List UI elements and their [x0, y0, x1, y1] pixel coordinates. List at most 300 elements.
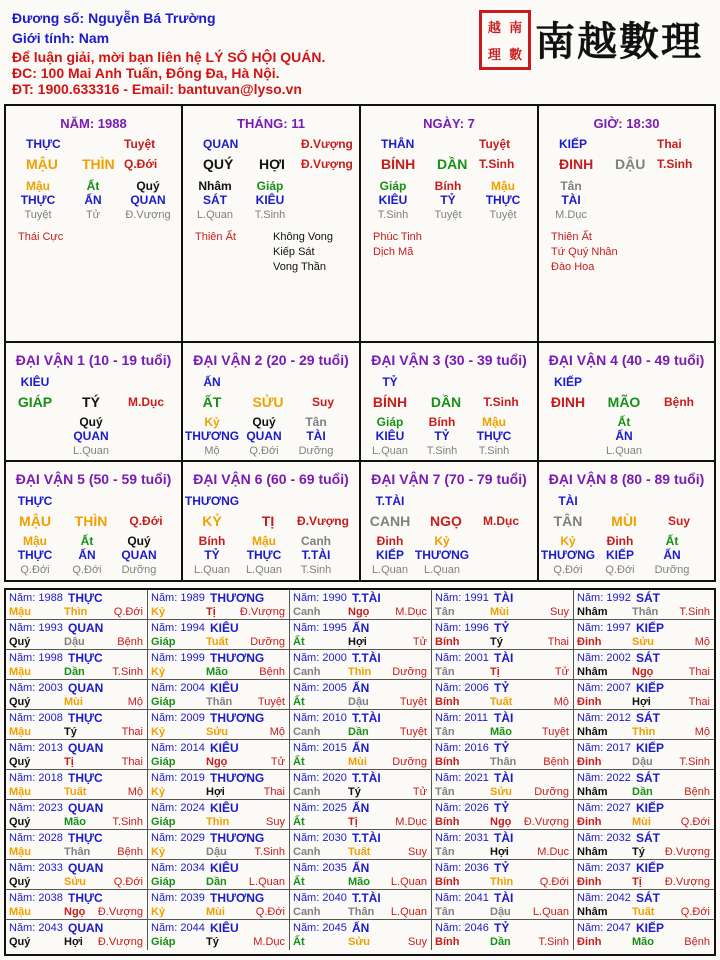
year-label: Năm: 2042: [577, 892, 631, 904]
year-label: Năm: 2015: [293, 742, 347, 754]
year-cell: [290, 860, 432, 890]
year-cell: [432, 860, 574, 890]
hidden-ten-god: THỰC: [246, 548, 282, 562]
year-stem: Mậu: [9, 786, 31, 798]
year-ten-god: TỶ: [494, 681, 510, 695]
year-stem: Đinh: [577, 876, 602, 888]
year-stem: Tân: [435, 726, 455, 738]
hidden-ten-god: SÁT: [203, 193, 227, 207]
year-branch: Sửu: [64, 876, 87, 888]
year-ten-god: KIÊU: [210, 861, 239, 875]
earthly-branch: NGỌ: [430, 513, 462, 529]
year-label: Năm: 2009: [151, 712, 205, 724]
earthly-branch: DẦN: [430, 394, 462, 410]
ten-god-label: ẤN: [203, 375, 221, 389]
hidden-ten-god: KIÊU: [255, 193, 285, 207]
year-label: Năm: 1996: [435, 622, 489, 634]
year-label: Năm: 2031: [435, 832, 489, 844]
year-branch: Sửu: [632, 636, 655, 648]
ten-god-label: THỰC: [26, 137, 61, 151]
year-cell: [6, 620, 148, 650]
year-stage: Mộ: [127, 786, 143, 798]
year-branch: Ngọ: [490, 816, 512, 828]
year-label: Năm: 2017: [577, 742, 631, 754]
branch-stage: Đ.Vượng: [301, 157, 353, 171]
year-stem: Canh: [293, 906, 321, 918]
heavenly-stem: TÂN: [553, 513, 583, 529]
year-stage: Tuyệt: [257, 696, 285, 708]
year-cell: [290, 590, 432, 620]
hidden-stage: T.Sinh: [377, 209, 409, 221]
year-stage: Q.Đới: [539, 876, 569, 888]
year-ten-god: TỶ: [494, 921, 510, 935]
star-note: Vong Thần: [273, 261, 327, 273]
year-cell: [6, 590, 148, 620]
year-ten-god: THƯƠNG: [210, 891, 265, 905]
year-cell: [432, 620, 574, 650]
year-stem: Mậu: [9, 666, 31, 678]
year-stage: Q.Đới: [113, 876, 143, 888]
year-stem: Giáp: [151, 936, 176, 948]
year-stage: Thai: [121, 756, 143, 768]
year-branch: Dậu: [490, 906, 511, 918]
year-branch: Thìn: [490, 876, 514, 888]
year-ten-god: QUAN: [68, 921, 104, 935]
year-stem: Giáp: [151, 756, 176, 768]
year-ten-god: KIÊU: [210, 921, 239, 935]
year-stage: Tử: [554, 666, 569, 678]
year-label: Năm: 2021: [435, 772, 489, 784]
year-label: Năm: 2025: [293, 802, 347, 814]
year-ten-god: KIÊU: [210, 801, 239, 815]
year-branch: Hợi: [632, 696, 651, 708]
year-cell: [148, 620, 290, 650]
year-stage: Bệnh: [684, 786, 710, 798]
year-label: Năm: 1992: [577, 592, 631, 604]
year-stage: Mộ: [553, 696, 569, 708]
year-ten-god: T.TÀI: [352, 831, 381, 845]
dai-van-title: ĐẠI VẬN 4 (40 - 49 tuổi): [548, 352, 705, 368]
year-branch: Tị: [206, 606, 216, 618]
year-branch: Mùi: [64, 696, 83, 708]
year-branch: Dậu: [348, 696, 369, 708]
year-stage: Dưỡng: [392, 756, 427, 768]
pillar-title: GIỜ: 18:30: [593, 116, 660, 131]
hidden-ten-god: QUAN: [246, 429, 282, 443]
hidden-ten-god: THƯƠNG: [184, 429, 240, 443]
year-branch: Ngọ: [206, 756, 228, 768]
year-ten-god: TỶ: [494, 861, 510, 875]
year-ten-god: TỶ: [494, 741, 510, 755]
year-stage: Thai: [263, 786, 285, 798]
year-stage: M.Dục: [395, 606, 427, 618]
earthly-branch: HỢI: [259, 156, 285, 172]
year-ten-god: TÀI: [494, 831, 514, 845]
year-stem: Mậu: [9, 846, 31, 858]
hidden-stem: Ất: [86, 179, 100, 193]
year-branch: Sửu: [490, 786, 513, 798]
year-ten-god: QUAN: [68, 801, 104, 815]
year-ten-god: THƯƠNG: [210, 591, 265, 605]
dai-van-cell: [183, 343, 361, 462]
star-note: Không Vong: [273, 231, 333, 243]
year-label: Năm: 1990: [293, 592, 347, 604]
hidden-stage: Q.Đới: [72, 564, 102, 576]
hidden-stage: T.Sinh: [478, 445, 510, 457]
year-ten-god: QUAN: [68, 741, 104, 755]
heavenly-stem: MẬU: [26, 156, 58, 172]
year-stage: Thai: [688, 696, 710, 708]
hidden-ten-god: THỰC: [476, 429, 512, 443]
year-ten-god: THƯƠNG: [210, 651, 265, 665]
year-branch: Dậu: [206, 846, 227, 858]
year-label: Năm: 2036: [435, 862, 489, 874]
year-label: Năm: 2012: [577, 712, 631, 724]
hidden-stem: Mậu: [26, 179, 50, 193]
dai-van-cell: [183, 462, 361, 580]
hidden-ten-god: KIẾP: [605, 548, 634, 562]
year-ten-god: T.TÀI: [352, 891, 381, 905]
year-stem: Giáp: [151, 816, 176, 828]
year-ten-god: THƯƠNG: [210, 711, 265, 725]
pillar-cell: [539, 106, 714, 343]
ten-god-label: KIẾP: [553, 375, 582, 389]
year-stage: Suy: [266, 816, 285, 828]
stage-label: Đ.Vượng: [301, 137, 353, 151]
year-cell: [148, 740, 290, 770]
year-stage: Bệnh: [684, 936, 710, 948]
heavenly-stem: CANH: [369, 513, 411, 529]
year-ten-god: QUAN: [68, 681, 104, 695]
year-cell: [432, 590, 574, 620]
year-ten-god: ẤN: [352, 621, 370, 635]
branch-stage: Q.Đới: [124, 157, 158, 171]
hidden-ten-god: QUAN: [130, 193, 166, 207]
year-branch: Tuất: [490, 696, 513, 708]
year-branch: Hợi: [348, 636, 367, 648]
year-stage: Thai: [547, 636, 569, 648]
hidden-stem: Quý: [136, 179, 160, 193]
year-cell: [148, 800, 290, 830]
year-ten-god: T.TÀI: [352, 591, 381, 605]
year-stage: Thai: [688, 666, 710, 678]
year-label: Năm: 2006: [435, 682, 489, 694]
year-label: Năm: 2016: [435, 742, 489, 754]
year-stage: Q.Đới: [113, 606, 143, 618]
year-cell: [574, 920, 714, 950]
year-cell: [574, 890, 714, 920]
seal-char: 南: [509, 21, 523, 36]
year-stem: Kỷ: [151, 846, 166, 858]
hidden-stem: Nhâm: [198, 179, 232, 193]
year-label: Năm: 2047: [577, 922, 631, 934]
hidden-stem: Bính: [428, 415, 456, 429]
year-label: Năm: 2002: [577, 652, 631, 664]
year-stem: Ất: [293, 816, 305, 828]
heavenly-stem: BÍNH: [372, 394, 408, 410]
year-label: Năm: 2018: [9, 772, 63, 784]
year-ten-god: SÁT: [636, 891, 660, 905]
year-stage: Đ.Vượng: [523, 816, 569, 828]
year-stage: L.Quan: [390, 906, 427, 918]
year-label: Năm: 2028: [9, 832, 63, 844]
year-branch: Sửu: [348, 936, 371, 948]
hidden-ten-god: THƯƠNG: [414, 548, 470, 562]
earthly-branch: SỬU: [252, 394, 284, 410]
year-branch: Tị: [632, 876, 642, 888]
year-label: Năm: 2000: [293, 652, 347, 664]
ten-god-label: THƯƠNG: [184, 494, 240, 508]
year-branch: Tị: [348, 816, 358, 828]
hidden-ten-god: TÀI: [561, 193, 581, 207]
year-stem: Mậu: [9, 906, 31, 918]
ten-god-label: TÀI: [558, 494, 578, 508]
year-ten-god: T.TÀI: [352, 771, 381, 785]
seal-char: 越: [487, 21, 501, 36]
year-stem: Kỷ: [151, 606, 166, 618]
year-label: Năm: 2038: [9, 892, 63, 904]
year-label: Năm: 1995: [293, 622, 347, 634]
year-cell: [290, 740, 432, 770]
year-stem: Đinh: [577, 936, 602, 948]
year-cell: [574, 620, 714, 650]
address: ĐC: 100 Mai Anh Tuấn, Đống Đa, Hà Nội.: [12, 65, 280, 81]
dai-van-title: ĐẠI VẬN 2 (20 - 29 tuổi): [193, 352, 349, 368]
year-stem: Tân: [435, 606, 455, 618]
star-note: Thiên Ất: [551, 231, 592, 243]
hidden-stage: L.Quan: [371, 445, 409, 457]
year-branch: Dần: [64, 666, 85, 678]
year-cell: [148, 650, 290, 680]
earthly-branch: MÙI: [611, 513, 637, 529]
year-cell: [290, 920, 432, 950]
year-branch: Tuất: [64, 786, 87, 798]
year-label: Năm: 2011: [435, 712, 488, 724]
hidden-stem: Quý: [252, 415, 276, 429]
hidden-stage: T.Sinh: [300, 564, 332, 576]
year-stem: Nhâm: [577, 786, 608, 798]
year-stem: Nhâm: [577, 846, 608, 858]
year-ten-god: THỰC: [68, 651, 103, 665]
hidden-ten-god: TÀI: [306, 429, 326, 443]
year-cell: [6, 800, 148, 830]
hidden-stage: L.Quan: [196, 209, 234, 221]
year-stage: Mộ: [694, 726, 710, 738]
year-stem: Quý: [9, 756, 31, 768]
stage-label: Tuyệt: [124, 137, 156, 151]
year-branch: Ngọ: [348, 606, 370, 618]
year-label: Năm: 2007: [577, 682, 631, 694]
year-stem: Ất: [293, 936, 305, 948]
contact-invite: Để luận giải, mời bạn liên hệ LÝ SỐ HỘI QUÁN.: [12, 49, 326, 65]
heavenly-stem: GIÁP: [17, 394, 53, 410]
year-label: Năm: 2005: [293, 682, 347, 694]
year-stem: Mậu: [9, 606, 31, 618]
stage-label: Thai: [657, 137, 682, 151]
dai-van-title: ĐẠI VẬN 6 (60 - 69 tuổi): [193, 471, 349, 487]
star-note: Kiếp Sát: [273, 246, 315, 258]
earthly-branch: TÝ: [82, 394, 100, 410]
year-stage: Mộ: [694, 636, 710, 648]
year-stage: M.Dục: [395, 816, 427, 828]
year-ten-god: TÀI: [494, 711, 514, 725]
hidden-stem: Mậu: [252, 534, 276, 548]
hidden-ten-god: ẤN: [84, 193, 102, 207]
year-stem: Tân: [435, 666, 455, 678]
year-stage: M.Dục: [537, 846, 569, 858]
hidden-ten-god: THƯƠNG: [540, 548, 596, 562]
year-stem: Bính: [435, 876, 460, 888]
hidden-ten-god: THỰC: [17, 548, 53, 562]
year-ten-god: KIẾP: [636, 861, 665, 875]
year-ten-god: SÁT: [636, 831, 660, 845]
year-branch: Mão: [64, 816, 86, 828]
year-stage: Dưỡng: [534, 786, 569, 798]
year-branch: Thìn: [632, 726, 656, 738]
year-cell: [574, 800, 714, 830]
annual-luck-table: [4, 588, 716, 956]
dai-van-cell: [539, 462, 714, 580]
year-cell: [6, 920, 148, 950]
year-branch: Thân: [206, 696, 233, 708]
hidden-stage: Q.Đới: [553, 564, 583, 576]
chart-grid: [4, 104, 716, 582]
year-ten-god: KIẾP: [636, 681, 665, 695]
year-stem: Kỷ: [151, 786, 166, 798]
year-stage: Bệnh: [117, 846, 143, 858]
year-branch: Thìn: [64, 606, 88, 618]
dai-van-title: ĐẠI VẬN 1 (10 - 19 tuổi): [15, 352, 172, 368]
hidden-stage: Dưỡng: [654, 564, 690, 576]
branch-stage: Suy: [667, 514, 690, 528]
year-cell: [290, 830, 432, 860]
year-stage: Mộ: [269, 726, 285, 738]
year-stem: Bính: [435, 816, 460, 828]
year-stem: Ất: [293, 756, 305, 768]
year-stage: T.Sinh: [112, 666, 143, 678]
year-stem: Quý: [9, 696, 31, 708]
hidden-stem: Ất: [80, 534, 94, 548]
year-stem: Đinh: [577, 696, 602, 708]
year-branch: Dần: [490, 936, 511, 948]
brand-title: 南越數理: [535, 18, 703, 65]
year-stage: Tuyệt: [399, 726, 427, 738]
year-stage: Q.Đới: [255, 906, 285, 918]
year-ten-god: TỶ: [494, 801, 510, 815]
ten-god-label: TỶ: [382, 375, 398, 389]
year-ten-god: KIẾP: [636, 741, 665, 755]
year-label: Năm: 2010: [293, 712, 347, 724]
heavenly-stem: MẬU: [19, 513, 51, 529]
year-cell: [574, 830, 714, 860]
year-stage: T.Sinh: [254, 846, 285, 858]
pillar-title: NGÀY: 7: [423, 116, 475, 131]
year-ten-god: ẤN: [352, 741, 370, 755]
year-stem: Giáp: [151, 696, 176, 708]
year-stage: T.Sinh: [679, 756, 710, 768]
year-stage: T.Sinh: [112, 816, 143, 828]
year-cell: [6, 710, 148, 740]
year-cell: [6, 770, 148, 800]
ten-god-label: QUAN: [203, 137, 239, 151]
year-stem: Nhâm: [577, 606, 608, 618]
year-cell: [148, 590, 290, 620]
hidden-stage: L.Quan: [371, 564, 409, 576]
star-note: Đào Hoa: [551, 261, 595, 273]
year-stage: L.Quan: [248, 876, 285, 888]
year-branch: Tý: [632, 846, 645, 858]
year-stage: Bệnh: [117, 636, 143, 648]
year-cell: [148, 860, 290, 890]
year-stem: Đinh: [577, 636, 602, 648]
year-stem: Ất: [293, 696, 305, 708]
hidden-stage: Tuyệt: [434, 209, 462, 221]
year-stem: Đinh: [577, 756, 602, 768]
year-label: Năm: 2004: [151, 682, 205, 694]
hidden-stem: Tân: [305, 415, 327, 429]
year-cell: [290, 710, 432, 740]
year-cell: [6, 890, 148, 920]
ten-god-label: T.TÀI: [375, 494, 405, 508]
year-label: Năm: 2044: [151, 922, 205, 934]
year-stage: Tử: [412, 636, 427, 648]
hidden-stem: Đinh: [606, 534, 634, 548]
year-branch: Tị: [64, 756, 74, 768]
branch-stage: M.Dục: [483, 514, 519, 528]
year-cell: [432, 770, 574, 800]
year-label: Năm: 1997: [577, 622, 631, 634]
branch-stage: Q.Đới: [129, 514, 163, 528]
pillar-cell: [6, 106, 183, 343]
year-stem: Tân: [435, 906, 455, 918]
year-label: Năm: 1993: [9, 622, 63, 634]
year-ten-god: T.TÀI: [352, 651, 381, 665]
year-label: Năm: 1998: [9, 652, 63, 664]
year-ten-god: THƯƠNG: [210, 831, 265, 845]
year-cell: [6, 740, 148, 770]
year-cell: [290, 650, 432, 680]
stage-label: Tuyệt: [479, 137, 511, 151]
pillar-title: NĂM: 1988: [60, 116, 127, 131]
hidden-stem: Canh: [301, 534, 331, 548]
dai-van-cell: [361, 343, 539, 462]
year-branch: Tý: [348, 786, 361, 798]
branch-stage: M.Dục: [128, 395, 164, 409]
year-label: Năm: 2039: [151, 892, 205, 904]
year-stage: Dưỡng: [392, 666, 427, 678]
year-stem: Kỷ: [151, 906, 166, 918]
hidden-stem: Giáp: [376, 415, 404, 429]
hidden-stem: Bính: [198, 534, 226, 548]
year-label: Năm: 1989: [151, 592, 205, 604]
year-label: Năm: 2019: [151, 772, 205, 784]
ten-god-label: KIÊU: [20, 375, 50, 389]
year-branch: Tị: [490, 666, 500, 678]
year-stem: Đinh: [577, 816, 602, 828]
year-branch: Tuất: [206, 636, 229, 648]
year-ten-god: THỰC: [68, 891, 103, 905]
year-ten-god: ẤN: [352, 801, 370, 815]
star-note: Dịch Mã: [373, 246, 414, 258]
year-label: Năm: 2008: [9, 712, 63, 724]
year-cell: [290, 620, 432, 650]
red-seal-logo: [479, 10, 531, 70]
hidden-ten-god: T.TÀI: [301, 548, 331, 562]
year-ten-god: TÀI: [494, 651, 514, 665]
year-label: Năm: 2046: [435, 922, 489, 934]
year-branch: Tuất: [348, 846, 371, 858]
year-label: Năm: 2033: [9, 862, 63, 874]
